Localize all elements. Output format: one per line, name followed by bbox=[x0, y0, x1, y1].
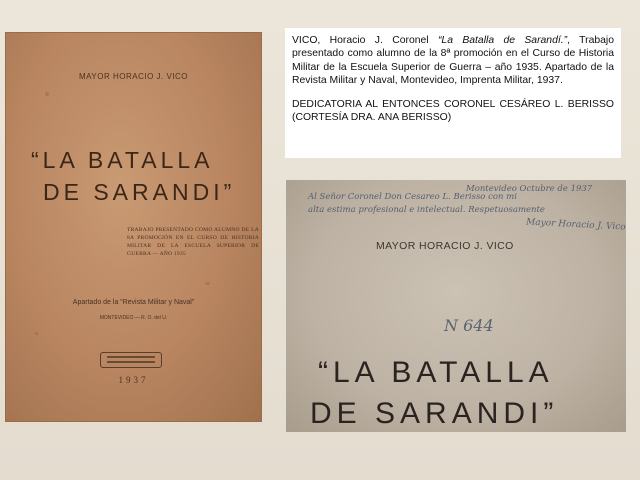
handwritten-signature: Mayor Horacio J. Vico bbox=[525, 217, 626, 233]
caption-author: VICO, Horacio J. Coronel bbox=[292, 35, 438, 46]
handwritten-dedication-line2: alta estima profesional e intelectual. Respetuosamente bbox=[308, 205, 545, 215]
cover-author: MAYOR HORACIO J. VICO bbox=[78, 72, 189, 81]
photo-title-line1: “LA BATALLA bbox=[318, 356, 554, 389]
cover-title bbox=[31, 144, 251, 208]
dedication-photo bbox=[286, 180, 626, 432]
stain bbox=[45, 92, 49, 96]
handwritten-date: Montevideo Octubre de 1937 bbox=[466, 184, 593, 194]
caption-book-title: “La Batalla de Sarandí.” bbox=[437, 35, 568, 46]
handwritten-dedication-line1: Al Señor Coronel Don Cesareo L. Berisso con mi bbox=[308, 192, 517, 202]
cover-description: TRABAJO PRESENTADO COMO ALUMNO DE LA 8A PROMOCIÓN EN EL CURSO DE HISTORIA MILITAR DE LA ESCUELA SUPERIOR DE GUERRA — AÑO 1935 bbox=[127, 227, 259, 257]
printer-stamp bbox=[100, 352, 162, 368]
book-cover-image bbox=[5, 32, 262, 422]
cover-year: 1937 bbox=[118, 375, 149, 385]
photo-author: MAYOR HORACIO J. VICO bbox=[376, 240, 514, 252]
cover-title-line2: DE SARANDI” bbox=[43, 179, 236, 205]
caption-card bbox=[285, 28, 621, 158]
cover-title-line1: “LA BATALLA bbox=[31, 147, 214, 173]
photo-title-line2: DE SARANDI” bbox=[310, 397, 559, 430]
caption-citation bbox=[292, 34, 614, 87]
cover-place: MONTEVIDEO — R. O. del U. bbox=[99, 315, 168, 321]
stain bbox=[205, 282, 210, 285]
cover-apartado: Apartado de la “Revista Militar y Naval” bbox=[72, 299, 195, 306]
stain bbox=[35, 332, 38, 335]
handwritten-number: N 644 bbox=[444, 316, 494, 335]
caption-details: , Trabajo presentado como alumno de la 8ª promoción en el Curso de Historia Militar de la Escuela Superior de Guerra – año 1935. Apartado de la Revista Militar y Naval, Montevideo, Imprenta Militar, 1937. bbox=[292, 35, 615, 86]
caption-dedication-note: DEDICATORIA AL ENTONCES CORONEL CESÁREO L. BERISSO (CORTESÍA DRA. ANA BERISSO) bbox=[292, 99, 614, 124]
